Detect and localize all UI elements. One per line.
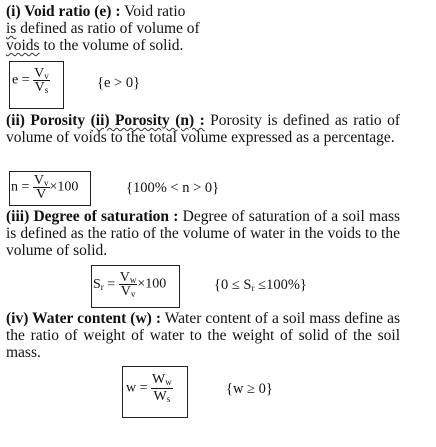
saturation-multiplier: ×100 [137,276,167,292]
void-ratio-word-voids: voids [6,37,40,54]
void-ratio-numerator: $V_v$ [34,66,49,81]
porosity-numerator: $V_v$ [33,173,49,188]
porosity-formula [11,174,78,201]
void-ratio-text-2: defined as ratio of volume of [16,20,200,37]
water-content-paragraph [6,310,400,361]
void-ratio-heading: (i) Void ratio (e) : [6,3,121,20]
porosity-lhs: n = [11,179,30,195]
saturation-fraction [119,271,138,298]
water-content-numerator: $W_w$ [152,372,172,387]
saturation-paragraph [6,208,400,259]
saturation-denominator: $V_v$ [120,284,136,299]
void-ratio-line-3 [6,37,246,54]
saturation-formula [93,271,166,298]
water-content-lhs: w = [126,380,148,396]
void-ratio-word-is: is [6,20,17,37]
void-ratio-section [6,3,246,54]
water-content-denominator: $W_s$ [153,389,171,404]
void-ratio-line-1 [6,3,246,20]
porosity-paragraph [6,112,400,146]
saturation-condition: $\{0 \le S_r \le 100\%\}$ [214,277,307,293]
porosity-denominator: V [36,187,47,202]
saturation-numerator: $V_w$ [119,270,137,285]
saturation-text: Degree of saturation of a soil mass is defined as the ratio of the volume of water in the voids to the volume of solid. [6,208,401,259]
porosity-text: Porosity is defined as ratio of volume of voids to the total volume expressed as a percentage. [6,112,400,146]
water-content-heading: (iv) Water content (w) : [6,310,161,327]
void-ratio-condition: {e > 0} [97,75,141,91]
water-content-formula [126,372,173,405]
porosity-heading: (ii) Porosity (ii) Porosity (n) : [6,112,205,129]
void-ratio-denominator: $V_s$ [34,80,49,95]
void-ratio-text-1: Void ratio [120,3,186,20]
water-content-fraction [151,372,173,405]
porosity-condition: {100% < n > 0} [126,180,220,196]
saturation-heading: (iii) Degree of saturation : [6,208,179,225]
porosity-fraction [33,174,50,201]
saturation-lhs: $S_r$ = [93,276,116,292]
void-ratio-fraction [33,67,50,94]
void-ratio-formula [12,67,50,94]
water-content-text: Water content of a soil mass define as the ratio of weight of water to the weight of solid of the soil mass. [6,310,400,361]
void-ratio-text-3: to the volume of solid. [39,37,184,54]
porosity-multiplier: ×100 [49,179,79,195]
void-ratio-lhs: e = [12,72,30,88]
void-ratio-line-2 [6,20,246,37]
water-content-condition: {w ≥ 0} [226,381,273,397]
